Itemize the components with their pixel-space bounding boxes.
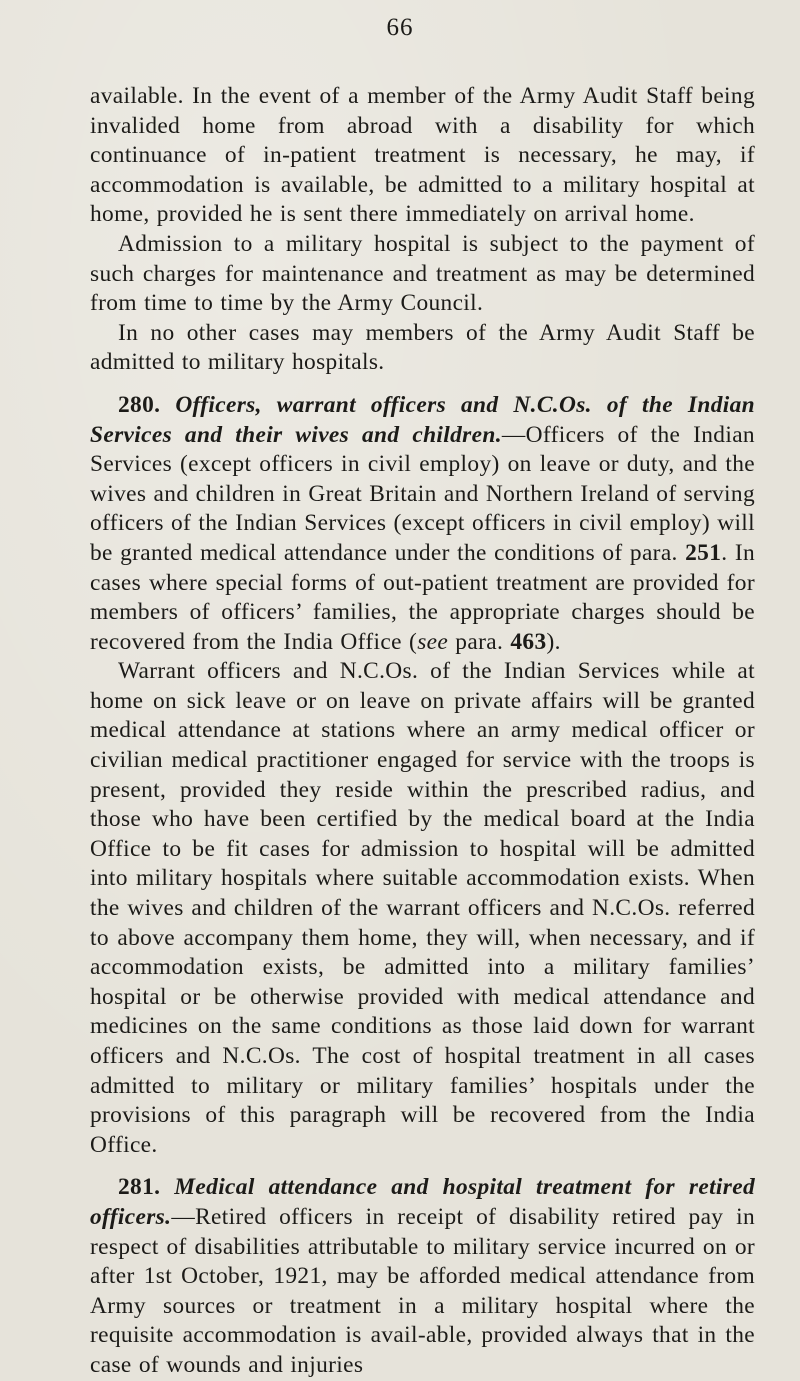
section-280-ref-463: 463: [510, 628, 547, 655]
section-280-number: 280.: [118, 391, 161, 418]
body-text: [90, 82, 755, 1381]
section-280-ref-251: 251: [685, 539, 722, 566]
section-280-text-c: para.: [448, 628, 504, 655]
section-281-heading: Medical attendance and hospital treatment for retired officers.: [90, 1174, 755, 1230]
paragraph-no-other-cases: In no other cases may members of the Army Audit Staff be admitted to military hospitals.: [90, 319, 755, 376]
section-280-text-d: ).: [546, 628, 561, 655]
paragraph-warrant-officers: Warrant officers and N.C.Os. of the Indian Services while at home on sick leave or on leave on private affairs will be granted medical attendance at stations where an army medical officer or civilian medical practitioner engaged for service with the troops is present, provided they reside within the prescribed radius, and those who have been certified by the medical board at the India Office to be fit cases for admission to hospital will be admitted into military hospitals where suitable accommodation exists. When the wives and children of the warrant officers and N.C.Os. referred to above accompany them home, they will, when necessary, and if accommodation exists, be admitted into a military families’ hospital or be otherwise provided with medical attendance and medicines on the same conditions as those laid down for warrant officers and N.C.Os. The cost of hospital treatment in all cases admitted to military or military families’ hospitals under the provisions of this paragraph will be recovered from the India Office.: [90, 658, 755, 1158]
section-280-text-a: —Officers of the Indian Services (except officers in civil employ) on leave or duty, and the wives and children in Great Britain and Northern Ireland of serving officers of the Indian Services (except officers in civil employ) will be granted medical attendance under the conditions of para.: [90, 421, 755, 566]
paragraph-admission-charges: Admission to a military hospital is subject to the payment of such charges for maintenance and treatment as may be determined from time to time by the Army Council.: [90, 230, 755, 317]
section-281-text: —Retired officers in receipt of disability retired pay in respect of disabilities attributable to military service incurred on or after 1st October, 1921, may be afforded medical attendance from Army sources or treatment in a military hospital where the requisite accommodation is avail-able, provided always that in the case of wounds and injuries: [90, 1203, 755, 1378]
section-281: [90, 1173, 755, 1380]
section-280-heading: Officers, warrant officers and N.C.Os. of the Indian Services and their wives and children.: [90, 391, 755, 448]
paragraph-continuation: available. In the event of a member of the Army Audit Staff being invalided home from abroad with a disability for which continuance of in-patient treatment is necessary, he may, if accommodation is available, be admitted to a military hospital at home, provided he is sent there immediately on arrival home.: [90, 83, 755, 228]
page-number: 66: [386, 14, 414, 41]
section-281-number: 281.: [118, 1174, 161, 1201]
section-280-text-b: . In cases where special forms of out-patient treatment are provided for members of officers’ families, the appropriate charges should be recovered from the India Office (: [90, 539, 755, 655]
section-280-see: see: [417, 628, 449, 655]
section-280: [90, 391, 755, 657]
